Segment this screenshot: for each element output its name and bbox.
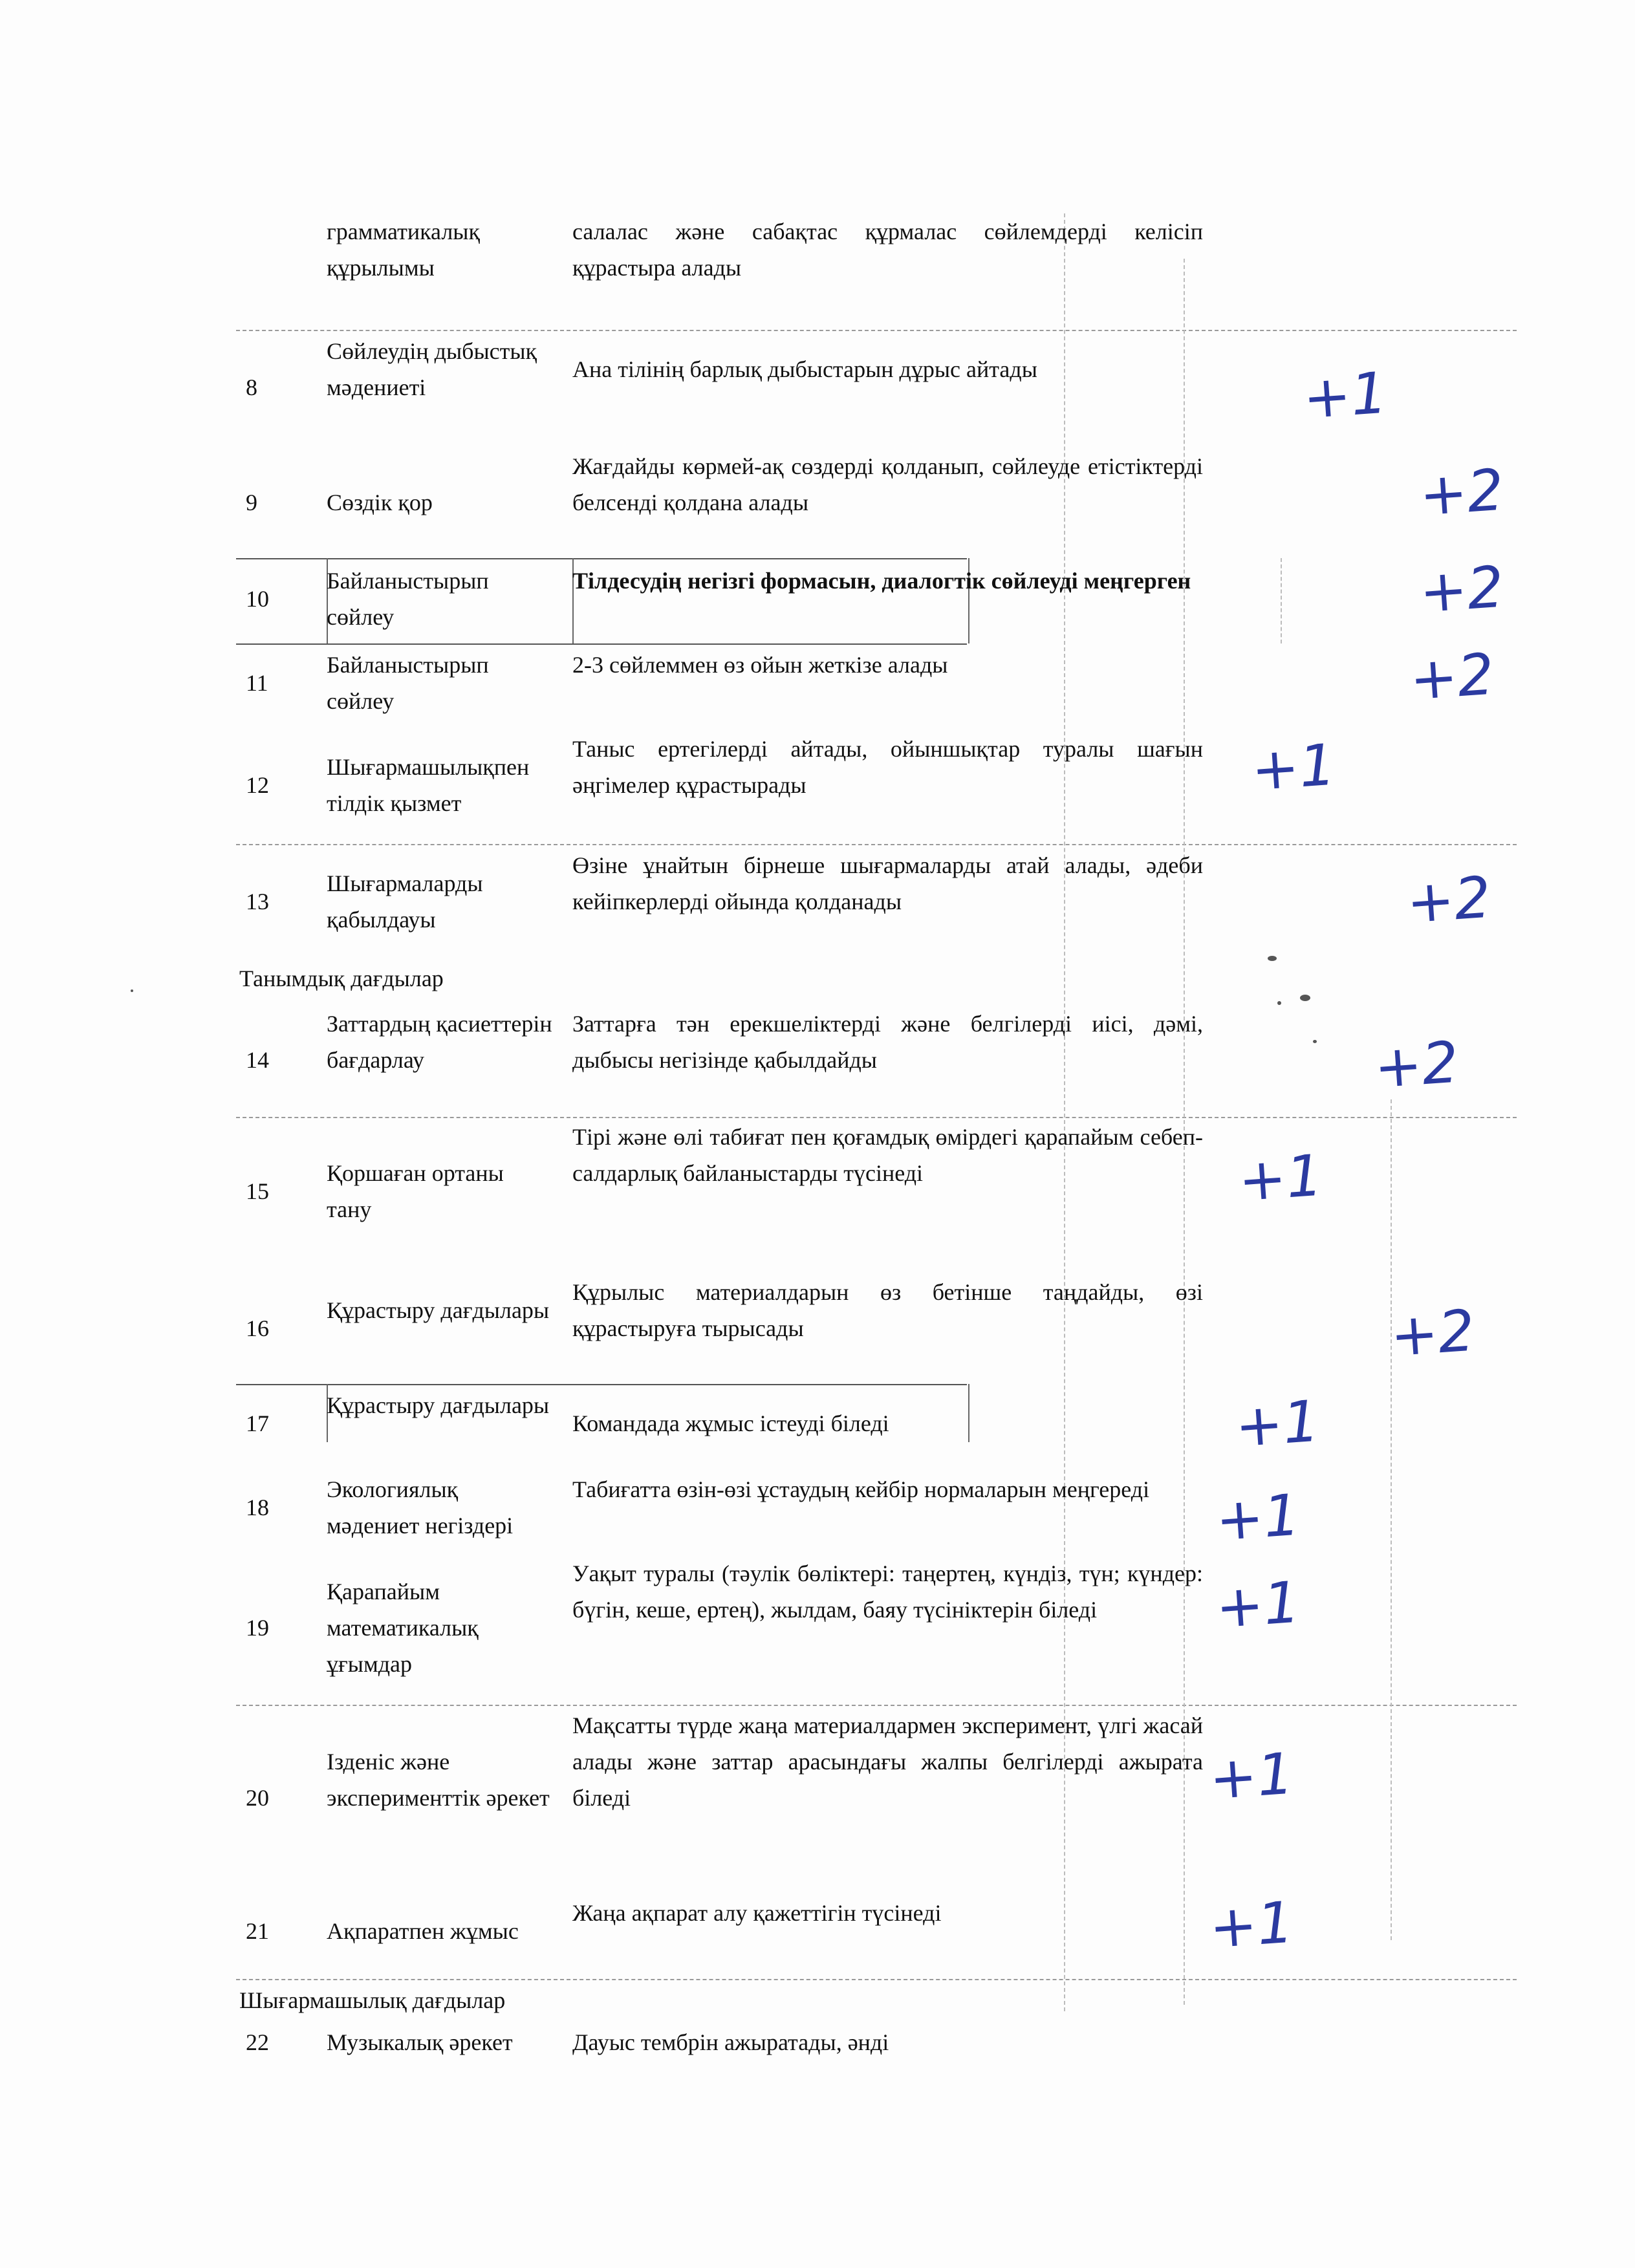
row-number: 9 — [246, 490, 257, 515]
skill-description: Дауыс тембрін ажыратады, әнді — [572, 2029, 889, 2055]
row-number: 8 — [246, 374, 257, 400]
scan-speck — [131, 989, 133, 992]
handwritten-score: +2 — [1417, 456, 1506, 529]
row-divider — [236, 1384, 967, 1385]
skill-name: Сөздік қор — [327, 490, 433, 515]
skill-description: Өзіне ұнайтын бірнеше шығармаларды атай алады, әдеби кейіпкерлерді ойында қолданады — [572, 852, 1203, 914]
row-divider — [236, 330, 1517, 331]
handwritten-score: +1 — [1213, 1481, 1303, 1554]
skill-name: Шығармаларды қабылдауы — [327, 870, 483, 933]
handwritten-score: +2 — [1417, 553, 1506, 626]
skill-name: Шығармашылықпен тілдік қызмет — [327, 754, 530, 816]
skill-name: Қарапайым математикалық ұғымдар — [327, 1579, 479, 1677]
skill-description: Тілдесудің негізгі формасын, диалогтік сөйлеуді меңгерген — [572, 568, 1191, 594]
skill-name: Музыкалық әрекет — [327, 2029, 513, 2055]
handwritten-score: +1 — [1207, 1888, 1296, 1961]
row-number: 17 — [246, 1410, 269, 1436]
skill-name: Заттардың қасиеттерін бағдарлау — [327, 1011, 552, 1073]
section-heading: Шығармашылық дағдылар — [239, 1987, 506, 2013]
skill-description: Уақыт туралы (тәулік бөліктері: таңертең, күндіз, түн; күндер: бүгін, кеше, ертең), жылдам, баяу түсініктерін біледі — [572, 1561, 1203, 1623]
row-divider — [236, 1117, 1517, 1118]
row-number: 13 — [246, 889, 269, 914]
handwritten-score: +2 — [1388, 1297, 1477, 1370]
skill-name: Байланыстырып сөйлеу — [327, 652, 489, 714]
handwritten-score: +1 — [1301, 359, 1390, 432]
skill-description: Жағдайды көрмей-ақ сөздерді қолданып, сөйлеуде етістіктерді белсенді қолдана алады — [572, 453, 1203, 515]
handwritten-score: +2 — [1407, 640, 1497, 713]
row-number: 21 — [246, 1918, 269, 1944]
skill-name: Сөйлеудің дыбыстық мәдениеті — [327, 338, 537, 400]
skill-name: Құрастыру дағдылары — [327, 1392, 550, 1418]
skill-description: Табиғатта өзін-өзі ұстаудың кейбір нормаларын меңгереді — [572, 1476, 1150, 1502]
row-number: 22 — [246, 2029, 269, 2055]
skill-description: Ана тілінің барлық дыбыстарын дұрыс айтады — [572, 356, 1037, 382]
row-number: 10 — [246, 586, 269, 612]
skill-description: Жаңа ақпарат алу қажеттігін түсінеді — [572, 1900, 942, 1926]
skill-name: Байланыстырып сөйлеу — [327, 568, 489, 630]
skill-name: Ақпаратпен жұмыс — [327, 1918, 519, 1944]
row-number: 14 — [246, 1047, 269, 1073]
scan-speck — [1277, 1001, 1281, 1005]
skill-description: Заттарға тән ерекшеліктерді және белгілерді иісі, дәмі, дыбысы негізінде қабылдайды — [572, 1011, 1203, 1073]
handwritten-score: +2 — [1372, 1028, 1461, 1101]
skill-description: Мақсатты түрде жаңа материалдармен эксперимент, үлгі жасай алады және заттар арасындағы жалпы белгілерді ажырата біледі — [572, 1712, 1203, 1811]
row-divider — [236, 643, 967, 645]
row-number: 15 — [246, 1178, 269, 1204]
handwritten-score: +1 — [1233, 1387, 1322, 1460]
column-divider — [1391, 1099, 1392, 1940]
scan-speck — [1300, 995, 1310, 1001]
scan-speck — [1313, 1040, 1317, 1043]
skill-name: Экологиялық мәдениет негіздері — [327, 1476, 514, 1539]
row-number: 19 — [246, 1615, 269, 1641]
skill-description: салалас және сабақтас құрмалас сөйлемдерді келісіп құрастыра алады — [572, 219, 1203, 281]
row-divider — [236, 1979, 1517, 1980]
handwritten-score: +1 — [1213, 1568, 1303, 1641]
row-divider — [236, 844, 1517, 845]
scan-speck — [1268, 956, 1277, 961]
handwritten-score: +1 — [1249, 731, 1338, 804]
skill-name: грамматикалық құрылымы — [327, 219, 480, 281]
section-heading: Танымдық дағдылар — [239, 966, 444, 991]
handwritten-score: +1 — [1236, 1141, 1325, 1215]
handwritten-score: +1 — [1207, 1740, 1296, 1813]
skill-description: Командада жұмыс істеуді біледі — [572, 1410, 889, 1436]
row-number: 12 — [246, 772, 269, 798]
skill-description: Таныс ертегілерді айтады, ойыншықтар туралы шағын әңгімелер құрастырады — [572, 736, 1203, 798]
row-number: 11 — [246, 670, 268, 696]
skill-name: Ізденіс және эксперименттік әрекет — [327, 1749, 550, 1811]
column-divider — [1281, 558, 1282, 643]
skill-description: Тірі және өлі табиғат пен қоғамдық өмірдегі қарапайым себеп-салдарлық байланыстарды түсінеді — [572, 1124, 1203, 1186]
skill-name: Қоршаған ортаны тану — [327, 1160, 504, 1222]
row-number: 16 — [246, 1315, 269, 1341]
row-number: 20 — [246, 1785, 269, 1811]
skill-description: 2-3 сөйлеммен өз ойын жеткізе алады — [572, 652, 948, 678]
row-divider — [236, 1705, 1517, 1706]
handwritten-score: +2 — [1404, 863, 1493, 936]
skill-description: Құрылыс материалдарын өз бетінше таңдайды, өзі құрастыруға тырысады — [572, 1279, 1203, 1341]
skill-name: Құрастыру дағдылары — [327, 1297, 550, 1323]
row-number: 18 — [246, 1495, 269, 1520]
row-divider — [236, 558, 967, 559]
